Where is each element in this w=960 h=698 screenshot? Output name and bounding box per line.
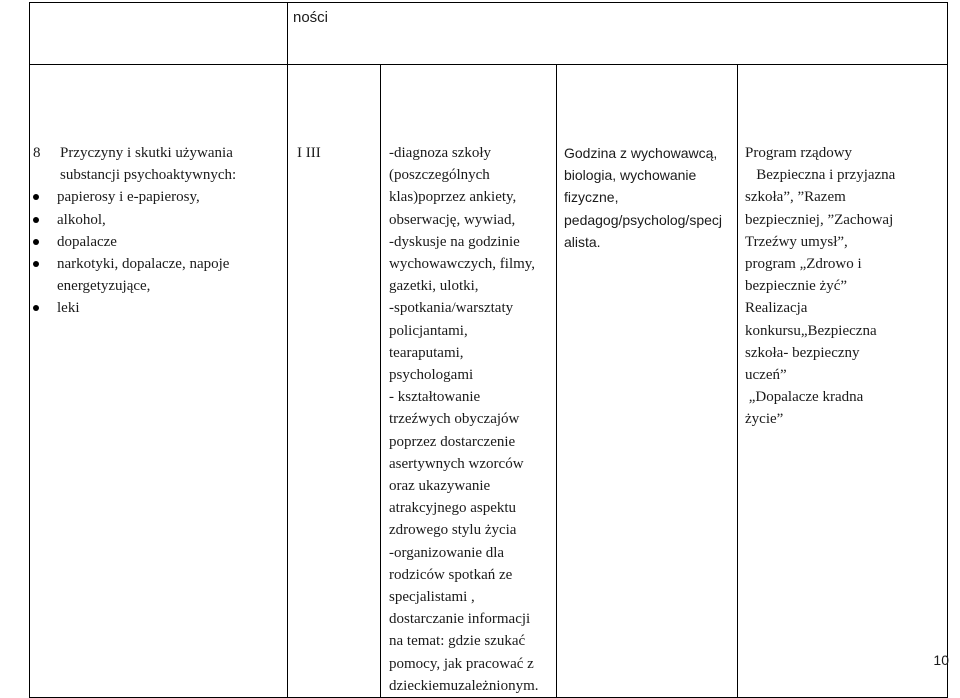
methods-line: -spotkania/warsztaty bbox=[389, 300, 514, 317]
methods-line: klas)poprzez ankiety, bbox=[389, 189, 517, 206]
methods-line: rodziców spotkań ze bbox=[389, 566, 513, 583]
methods-text bbox=[381, 142, 556, 697]
programs-line: bezpiecznie żyć” bbox=[745, 278, 848, 295]
programs-line: szkoła- bezpieczny bbox=[745, 344, 860, 361]
topic-title-line: Przyczyny i skutki używania bbox=[60, 145, 233, 161]
responsible-line: Godzina z wychowawcą, bbox=[564, 145, 718, 161]
methods-line: -organizowanie dla bbox=[389, 544, 505, 561]
methods-line: specjalistami , bbox=[389, 589, 475, 606]
programs-line: Trzeźwy umysł”, bbox=[745, 233, 848, 250]
methods-line: - kształtowanie bbox=[389, 389, 481, 406]
methods-line: na temat: gdzie szukać bbox=[389, 633, 526, 650]
responsible-line: fizyczne, bbox=[564, 189, 619, 206]
methods-line: dostarczanie informacji bbox=[389, 611, 531, 628]
programs-line: szkoła”, ”Razem bbox=[745, 189, 846, 206]
classes-cell bbox=[288, 65, 381, 698]
methods-line: atrakcyjnego aspektu bbox=[389, 500, 517, 517]
methods-cell bbox=[381, 65, 557, 698]
header-continuation-text: ności bbox=[293, 9, 329, 26]
methods-line: zdrowego stylu życia bbox=[389, 522, 517, 539]
programs-cell bbox=[738, 65, 948, 698]
list-item: alkohol, bbox=[30, 209, 287, 231]
methods-line: asertywnych wzorców bbox=[389, 455, 524, 472]
methods-line: pomocy, jak pracować z bbox=[389, 655, 534, 672]
programs-line: program „Zdrowo i bbox=[745, 256, 862, 273]
programs-text bbox=[738, 142, 947, 431]
page-number: 10 bbox=[933, 652, 949, 668]
programs-line: życie” bbox=[745, 411, 784, 428]
topic-list bbox=[30, 186, 287, 319]
topic-title bbox=[30, 142, 287, 186]
methods-line: policjantami, bbox=[389, 322, 468, 339]
responsible-line: pedagog/psycholog/specj bbox=[564, 211, 723, 228]
methods-line: obserwację, wywiad, bbox=[389, 211, 516, 228]
programs-line: Bezpieczna i przyjazna bbox=[745, 167, 896, 184]
classes-text: I III bbox=[297, 145, 321, 161]
programs-line: uczeń” bbox=[745, 367, 787, 384]
header-spacer-cell bbox=[30, 3, 288, 65]
list-item: leki bbox=[30, 297, 287, 319]
methods-line: dzieckiemuzależnionym. bbox=[389, 677, 539, 694]
responsible-text bbox=[557, 142, 737, 253]
methods-line: gazetki, ulotki, bbox=[389, 278, 479, 295]
list-item: papierosy i e-papierosy, bbox=[30, 186, 287, 208]
header-continuation-cell bbox=[288, 3, 948, 65]
methods-line: (poszczególnych bbox=[389, 167, 490, 184]
programs-line: bezpieczniej, ”Zachowaj bbox=[745, 211, 894, 228]
methods-line: -dyskusje na godzinie bbox=[389, 233, 520, 250]
methods-line: oraz ukazywanie bbox=[389, 478, 491, 495]
methods-line: -diagnoza szkoły bbox=[389, 145, 492, 161]
methods-line: psychologami bbox=[389, 367, 474, 384]
methods-line: tearaputami, bbox=[389, 344, 464, 361]
responsible-line: alista. bbox=[564, 233, 601, 250]
methods-line: wychowawczych, filmy, bbox=[389, 256, 536, 273]
methods-line: poprzez dostarczenie bbox=[389, 433, 516, 450]
programs-line: Program rządowy bbox=[745, 145, 853, 161]
row-number: 8 bbox=[33, 145, 41, 161]
topic-cell bbox=[30, 65, 288, 698]
programs-line: Realizacja bbox=[745, 300, 808, 317]
topic-title-line: substancji psychoaktywnych: bbox=[60, 167, 237, 184]
list-item: energetyzujące, bbox=[57, 278, 151, 295]
list-item: narkotyki, dopalacze, napoje bbox=[30, 253, 287, 275]
methods-line: trzeźwych obyczajów bbox=[389, 411, 520, 428]
responsible-cell bbox=[557, 65, 738, 698]
list-item: dopalacze bbox=[30, 231, 287, 253]
programs-line: „Dopalacze kradna bbox=[745, 389, 864, 406]
responsible-line: biologia, wychowanie bbox=[564, 167, 697, 184]
content-table bbox=[29, 2, 948, 698]
programs-line: konkursu„Bezpieczna bbox=[745, 322, 877, 339]
